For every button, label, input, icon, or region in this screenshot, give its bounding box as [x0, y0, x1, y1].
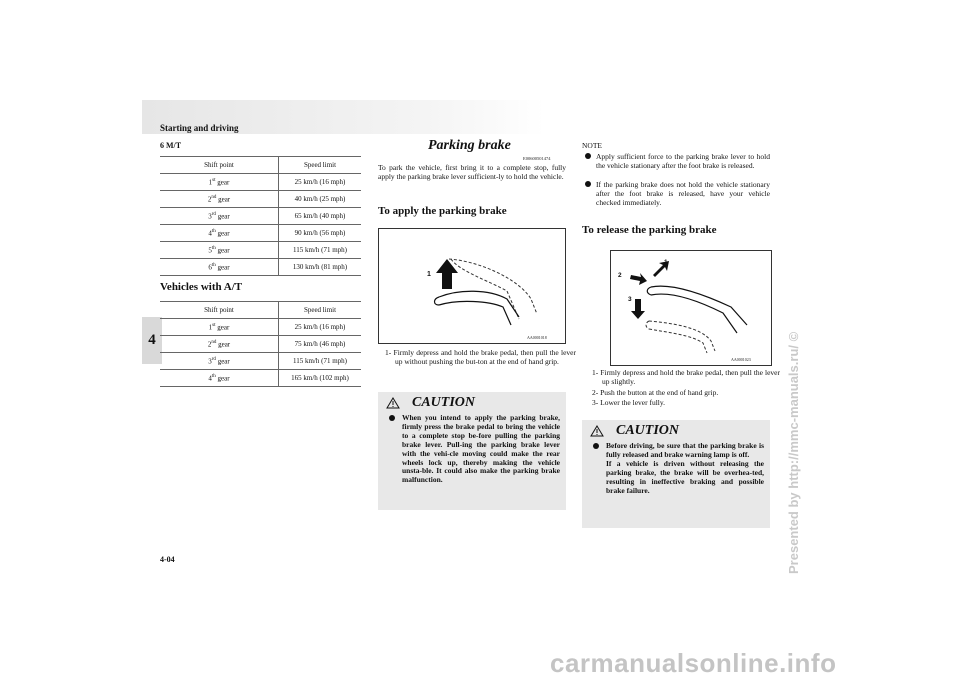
page-number: 4-04 [160, 555, 175, 564]
shift-cell: 3rd gear [160, 208, 279, 225]
shift-cell: 1st gear [160, 319, 279, 336]
section-code: E00600501474 [523, 156, 551, 161]
note-label: NOTE [582, 141, 602, 150]
callout-1: 1 [664, 259, 668, 266]
shift-cell: 2nd gear [160, 336, 279, 353]
bullet-icon [389, 415, 395, 421]
caution-title: CAUTION [616, 423, 680, 438]
caution-box-apply [378, 392, 566, 510]
shift-cell: 4th gear [160, 225, 279, 242]
table-row [160, 174, 361, 191]
column-header-speed: Speed limit [279, 302, 362, 319]
table-row [160, 259, 361, 276]
shift-cell: 6th gear [160, 259, 279, 276]
table-row [160, 370, 361, 387]
shift-cell: 4th gear [160, 370, 279, 387]
speed-cell: 75 km/h (46 mph) [279, 336, 362, 353]
speed-cell: 115 km/h (71 mph) [279, 242, 362, 259]
table-header-row [160, 157, 361, 174]
column-header-shift: Shift point [160, 157, 279, 174]
column-header-speed: Speed limit [279, 157, 362, 174]
bottom-watermark: carmanualsonline.info [550, 648, 837, 678]
apply-figure [378, 228, 566, 344]
chapter-tab [142, 317, 162, 364]
caution-header [582, 420, 770, 442]
figure-code: AA0001018 [527, 335, 547, 340]
callout-2: 2 [618, 272, 622, 279]
side-watermark: Presented by http://mmc-manuals.ru/ © [786, 331, 801, 574]
speed-cell: 40 km/h (25 mph) [279, 191, 362, 208]
parking-lever-release-illustration [611, 251, 771, 365]
table-row [160, 336, 361, 353]
table-row [160, 353, 361, 370]
parking-lever-illustration [379, 229, 565, 343]
note-item: Apply sufficient force to the parking brake lever to hold the vehicle stationary after the foot brake is released. [582, 152, 770, 170]
release-figure [610, 250, 772, 366]
parking-intro: To park the vehicle, first bring it to a complete stop, fully apply the parking brake lever sufficient-ly to hold the vehicle. [378, 163, 566, 182]
speed-cell: 25 km/h (16 mph) [279, 174, 362, 191]
warning-triangle-icon [386, 397, 400, 409]
caution-text: When you intend to apply the parking brake, firmly press the brake pedal to bring the vehicle to a complete stop be-fore pulling the parking brake lever. Pull-ing the parking brake lever with the vehi-cle moving could make the rear wheels lock up, thereby making the vehicle unsta-ble. It could also make the parking brake malfunction. [378, 414, 566, 485]
table-row [160, 319, 361, 336]
column-header-shift: Shift point [160, 302, 279, 319]
table-row [160, 225, 361, 242]
speed-cell: 115 km/h (71 mph) [279, 353, 362, 370]
section-title: Starting and driving [160, 123, 239, 133]
apply-heading: To apply the parking brake [378, 205, 507, 217]
release-step-3: 3- Lower the lever fully. [592, 398, 666, 407]
bullet-icon [585, 153, 591, 159]
warning-triangle-icon [590, 425, 604, 437]
table-row [160, 191, 361, 208]
at-heading: Vehicles with A/T [160, 281, 243, 293]
table-row [160, 242, 361, 259]
table-row [160, 208, 361, 225]
arrow-down-icon [631, 299, 645, 319]
note-item: If the parking brake does not hold the vehicle stationary after the foot brake is released, have your vehicle checked immediately. [582, 180, 770, 208]
caution-header [378, 392, 566, 414]
shift-cell: 2nd gear [160, 191, 279, 208]
shift-cell: 1st gear [160, 174, 279, 191]
arrow-right-icon [630, 273, 647, 285]
parking-brake-title: Parking brake [428, 138, 511, 153]
bullet-icon [585, 181, 591, 187]
apply-step-1: 1- Firmly depress and hold the brake pedal, then pull the lever up without pushing the but-ton at the end of hand grip. [385, 348, 576, 366]
callout-3: 3 [628, 296, 632, 303]
figure-code: AA0001023 [731, 357, 751, 362]
release-step-1: 1- Firmly depress and hold the brake pedal, then pull the lever up slightly. [592, 368, 780, 386]
shift-cell: 5th gear [160, 242, 279, 259]
speed-cell: 25 km/h (16 mph) [279, 319, 362, 336]
at-speed-table [160, 301, 361, 387]
mt-heading: 6 M/T [160, 141, 182, 150]
release-step-2: 2- Push the button at the end of hand grip. [592, 388, 719, 397]
callout-1: 1 [427, 271, 431, 278]
mt-speed-table [160, 156, 361, 276]
caution-title: CAUTION [412, 395, 476, 410]
bullet-icon [593, 443, 599, 449]
speed-cell: 90 km/h (56 mph) [279, 225, 362, 242]
speed-cell: 130 km/h (81 mph) [279, 259, 362, 276]
chapter-number: 4 [148, 332, 156, 348]
shift-cell: 3rd gear [160, 353, 279, 370]
speed-cell: 165 km/h (102 mph) [279, 370, 362, 387]
speed-cell: 65 km/h (40 mph) [279, 208, 362, 225]
caution-box-release [582, 420, 770, 528]
table-header-row [160, 302, 361, 319]
caution-text: Before driving, be sure that the parking brake is fully released and brake warning lamp is off. If a vehicle is driven without releasing the parking brake, the brake will be overhea-ted, resulting in ineffective braking and possible brake failure. [582, 442, 770, 495]
release-heading: To release the parking brake [582, 224, 717, 236]
